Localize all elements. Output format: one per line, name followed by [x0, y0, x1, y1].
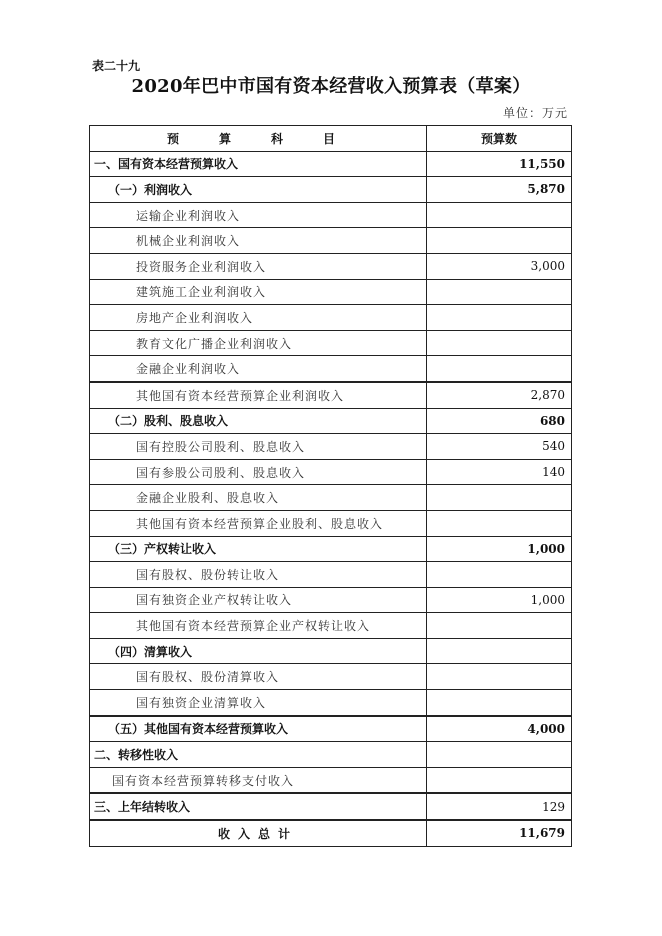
table-number-label: 表二十九 [92, 59, 141, 73]
row-subject: 投资服务企业利润收入 [90, 253, 427, 279]
row-subject: 国有控股公司股利、股息收入 [90, 434, 427, 460]
table-row [90, 202, 572, 228]
table-row [90, 613, 572, 639]
row-subject: 其他国有资本经营预算企业利润收入 [90, 382, 427, 408]
row-amount [427, 767, 572, 793]
row-amount: 2,870 [427, 382, 572, 408]
row-subject: 国有股权、股份转让收入 [90, 562, 427, 588]
row-subject: （二）股利、股息收入 [90, 408, 427, 434]
table-row [90, 793, 572, 820]
row-amount: 680 [427, 408, 572, 434]
table-header-row [90, 126, 572, 152]
table-row [90, 767, 572, 793]
row-subject: 机械企业利润收入 [90, 228, 427, 254]
row-subject: 三、上年结转收入 [90, 793, 427, 820]
row-amount [427, 356, 572, 382]
row-subject: 国有资本经营预算转移支付收入 [90, 767, 427, 793]
table-row [90, 228, 572, 254]
table-row [90, 279, 572, 305]
table-row [90, 510, 572, 536]
row-amount: 140 [427, 459, 572, 485]
row-amount [427, 664, 572, 690]
total-amount: 11,679 [427, 820, 572, 846]
row-amount [427, 330, 572, 356]
row-subject: 其他国有资本经营预算企业产权转让收入 [90, 613, 427, 639]
table-row [90, 408, 572, 434]
budget-table [89, 125, 572, 847]
total-label: 收入总计 [90, 820, 427, 846]
table-row [90, 536, 572, 562]
table-row [90, 177, 572, 203]
row-subject: （四）清算收入 [90, 638, 427, 664]
row-amount [427, 742, 572, 768]
table-row [90, 382, 572, 408]
document-title: 2020年巴中市国有资本经营收入预算表（草案） [131, 76, 531, 97]
table-row [90, 664, 572, 690]
row-subject: 其他国有资本经营预算企业股利、股息收入 [90, 510, 427, 536]
row-subject: （三）产权转让收入 [90, 536, 427, 562]
row-subject: 国有参股公司股利、股息收入 [90, 459, 427, 485]
table-row [90, 562, 572, 588]
row-subject: 国有独资企业清算收入 [90, 690, 427, 716]
row-amount: 5,870 [427, 177, 572, 203]
row-amount: 540 [427, 434, 572, 460]
header-amount: 预算数 [427, 126, 572, 152]
row-amount [427, 279, 572, 305]
row-subject: （五）其他国有资本经营预算收入 [90, 716, 427, 742]
table-row [90, 716, 572, 742]
table-row [90, 151, 572, 177]
row-subject: 国有独资企业产权转让收入 [90, 587, 427, 613]
table-row [90, 742, 572, 768]
row-amount [427, 510, 572, 536]
row-subject: （一）利润收入 [90, 177, 427, 203]
row-amount [427, 228, 572, 254]
row-subject: 运输企业利润收入 [90, 202, 427, 228]
row-amount [427, 485, 572, 511]
row-amount [427, 202, 572, 228]
row-subject: 金融企业股利、股息收入 [90, 485, 427, 511]
row-subject: 教育文化广播企业利润收入 [90, 330, 427, 356]
row-amount: 1,000 [427, 536, 572, 562]
table-row [90, 587, 572, 613]
table-row [90, 459, 572, 485]
row-subject: 一、国有资本经营预算收入 [90, 151, 427, 177]
row-amount: 4,000 [427, 716, 572, 742]
row-amount [427, 562, 572, 588]
table-row [90, 356, 572, 382]
table-row [90, 253, 572, 279]
row-amount: 11,550 [427, 151, 572, 177]
row-amount: 3,000 [427, 253, 572, 279]
row-subject: 建筑施工企业利润收入 [90, 279, 427, 305]
row-subject: 房地产企业利润收入 [90, 305, 427, 331]
row-amount [427, 613, 572, 639]
row-subject: 国有股权、股份清算收入 [90, 664, 427, 690]
unit-label: 单位：万元 [502, 106, 568, 120]
row-amount [427, 305, 572, 331]
row-amount: 129 [427, 793, 572, 820]
row-amount [427, 638, 572, 664]
header-subject: 预 算 科 目 [90, 126, 427, 152]
table-row [90, 330, 572, 356]
row-subject: 二、转移性收入 [90, 742, 427, 768]
total-row [90, 820, 572, 846]
row-amount: 1,000 [427, 587, 572, 613]
table-row [90, 305, 572, 331]
row-subject: 金融企业利润收入 [90, 356, 427, 382]
table-row [90, 434, 572, 460]
row-amount [427, 690, 572, 716]
table-row [90, 690, 572, 716]
table-row [90, 485, 572, 511]
table-row [90, 638, 572, 664]
